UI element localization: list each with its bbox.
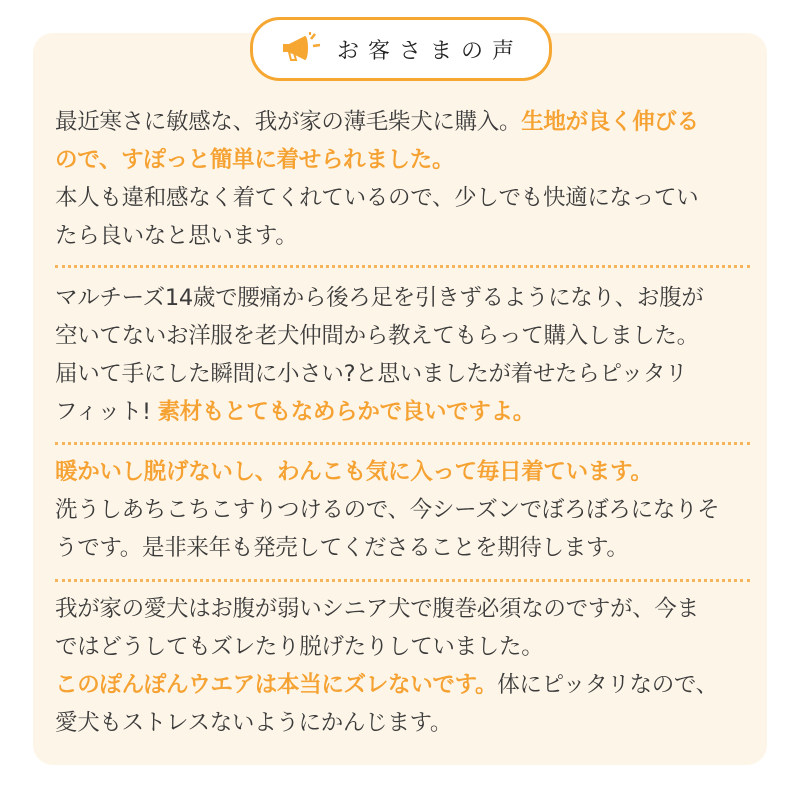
review-text: ではどうしてもズレたり脱げたりしていました。 — [55, 634, 544, 660]
review-line — [55, 590, 750, 628]
review-text: たら良いなと思います。 — [55, 223, 298, 249]
highlighted-text: 生地が良く伸びる — [521, 109, 699, 135]
review-item — [55, 590, 750, 742]
review-text: 我が家の愛犬はお腹が弱いシニア犬で腹巻必須なのですが、今ま — [55, 596, 699, 622]
review-line — [55, 704, 750, 742]
review-item — [55, 279, 750, 431]
review-line — [55, 217, 750, 255]
review-line — [55, 628, 750, 666]
highlighted-text: このぽんぽんウエアは本当にズレないです。 — [55, 672, 498, 698]
review-line — [55, 279, 750, 317]
customer-voice-badge — [250, 17, 552, 81]
review-line — [55, 179, 750, 217]
review-line — [55, 317, 750, 355]
review-line — [55, 103, 750, 141]
highlighted-text: ので、すぽっと簡単に着せられました。 — [55, 147, 455, 173]
badge-title: お客さまの声 — [336, 38, 523, 64]
highlighted-text: 素材もとてもなめらかで良いですよ。 — [157, 399, 535, 425]
review-text: フィット! — [55, 399, 158, 425]
review-item — [55, 453, 750, 567]
review-line — [55, 141, 750, 179]
review-line — [55, 491, 750, 529]
dotted-divider — [55, 442, 750, 445]
review-line — [55, 453, 750, 491]
dotted-divider — [55, 265, 750, 268]
review-text: 体にピッタリなので、 — [497, 672, 718, 698]
review-text: マルチーズ14歳で腰痛から後ろ足を引きずるようになり、お腹が — [55, 285, 704, 311]
review-text: 最近寒さに敏感な、我が家の薄毛柴犬に購入。 — [55, 109, 522, 135]
review-text: 届いて手にした瞬間に小さい?と思いましたが着せたらピッタリ — [55, 361, 688, 387]
review-line — [55, 666, 750, 704]
review-text: うです。是非来年も発売してくださることを期待します。 — [55, 535, 629, 561]
megaphone-icon — [279, 32, 323, 66]
review-line — [55, 529, 750, 567]
review-line — [55, 355, 750, 393]
review-text: 愛犬もストレスないようにかんじます。 — [55, 710, 453, 736]
review-item — [55, 103, 750, 255]
review-text: 本人も違和感なく着てくれているので、少しでも快適になってい — [55, 185, 699, 211]
highlighted-text: 暖かいし脱げないし、わんこも気に入って毎日着ています。 — [55, 459, 653, 485]
review-text: 空いてないお洋服を老犬仲間から教えてもらって購入しました。 — [55, 323, 699, 349]
review-line — [55, 393, 750, 431]
dotted-divider — [55, 579, 750, 582]
review-text: 洗うしあちこちこすりつけるので、今シーズンでぼろぼろになりそ — [55, 497, 720, 523]
